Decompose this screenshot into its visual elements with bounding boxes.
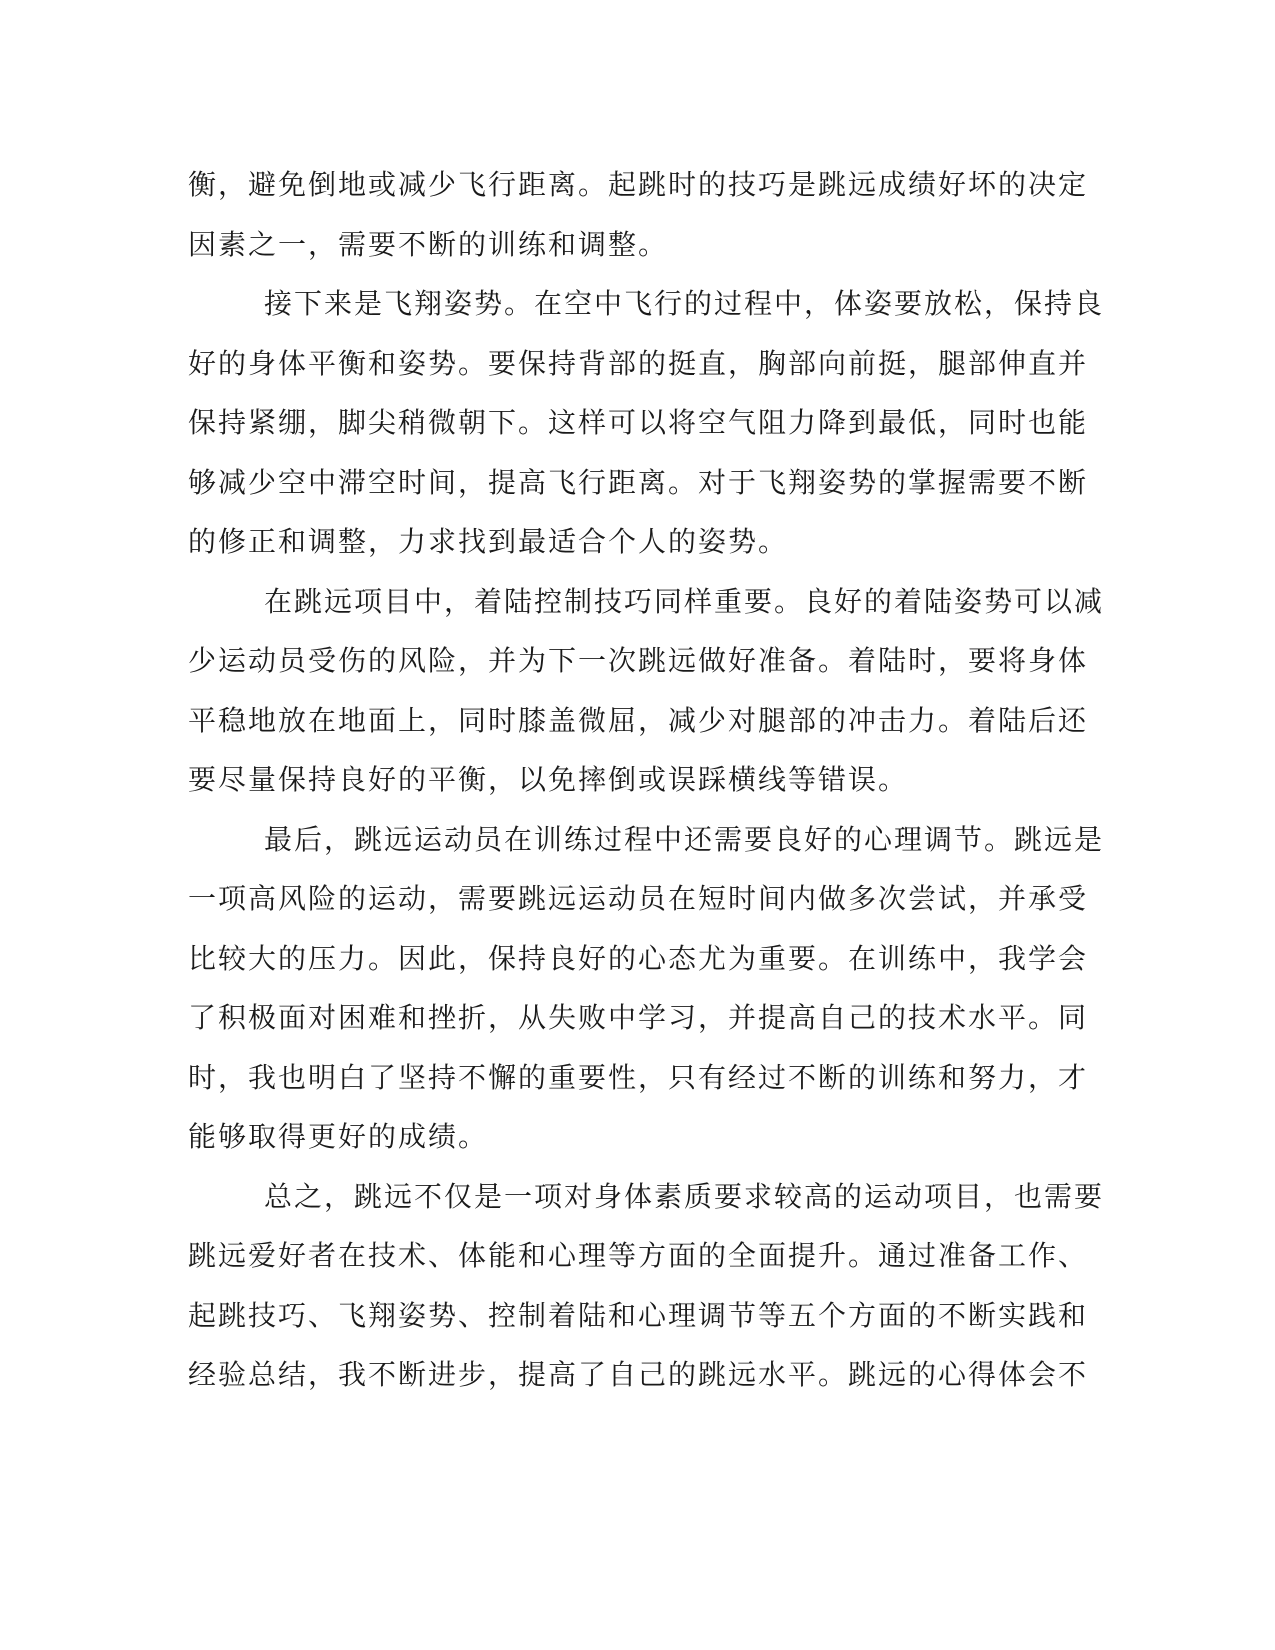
text-line: 的修正和调整，力求找到最适合个人的姿势。 — [188, 525, 789, 558]
text-line: 好的身体平衡和姿势。要保持背部的挺直，胸部向前挺，腿部伸直并 — [188, 346, 1089, 380]
paragraph-first-line: 总之，跳远不仅是一项对身体素质要求较高的运动项目，也需要 — [264, 1179, 1105, 1213]
text-line: 了积极面对困难和挫折，从失败中学习，并提高自己的技术水平。同 — [188, 1001, 1089, 1034]
text-line: 衡，避免倒地或减少飞行距离。起跳时的技巧是跳远成绩好坏的决定 — [188, 168, 1089, 201]
text-line: 平稳地放在地面上，同时膝盖微屈，减少对腿部的冲击力。着陆后还 — [188, 703, 1089, 737]
paragraph-first-line: 接下来是飞翔姿势。在空中飞行的过程中，体姿要放松，保持良 — [264, 287, 1105, 320]
document-body — [188, 155, 1105, 1405]
text-line: 比较大的压力。因此，保持良好的心态尤为重要。在训练中，我学会 — [188, 941, 1089, 975]
text-line: 经验总结，我不断进步，提高了自己的跳远水平。跳远的心得体会不 — [188, 1358, 1089, 1391]
text-line: 起跳技巧、飞翔姿势、控制着陆和心理调节等五个方面的不断实践和 — [188, 1298, 1089, 1332]
text-line: 时，我也明白了坚持不懈的重要性，只有经过不断的训练和努力，才 — [188, 1060, 1089, 1094]
text-line: 一项高风险的运动，需要跳远运动员在短时间内做多次尝试，并承受 — [188, 882, 1089, 915]
text-line: 少运动员受伤的风险，并为下一次跳远做好准备。着陆时，要将身体 — [188, 644, 1089, 677]
paragraph-first-line: 最后，跳远运动员在训练过程中还需要良好的心理调节。跳远是 — [264, 822, 1105, 856]
text-line: 要尽量保持良好的平衡，以免摔倒或误踩横线等错误。 — [188, 763, 909, 796]
text-line: 跳远爱好者在技术、体能和心理等方面的全面提升。通过准备工作、 — [188, 1239, 1089, 1272]
paragraph-first-line: 在跳远项目中，着陆控制技巧同样重要。良好的着陆姿势可以减 — [264, 584, 1105, 618]
text-line: 因素之一，需要不断的训练和调整。 — [188, 227, 669, 261]
text-line: 保持紧绷，脚尖稍微朝下。这样可以将空气阻力降到最低，同时也能 — [188, 406, 1089, 439]
text-line: 能够取得更好的成绩。 — [188, 1120, 489, 1153]
text-line: 够减少空中滞空时间，提高飞行距离。对于飞翔姿势的掌握需要不断 — [188, 465, 1089, 499]
